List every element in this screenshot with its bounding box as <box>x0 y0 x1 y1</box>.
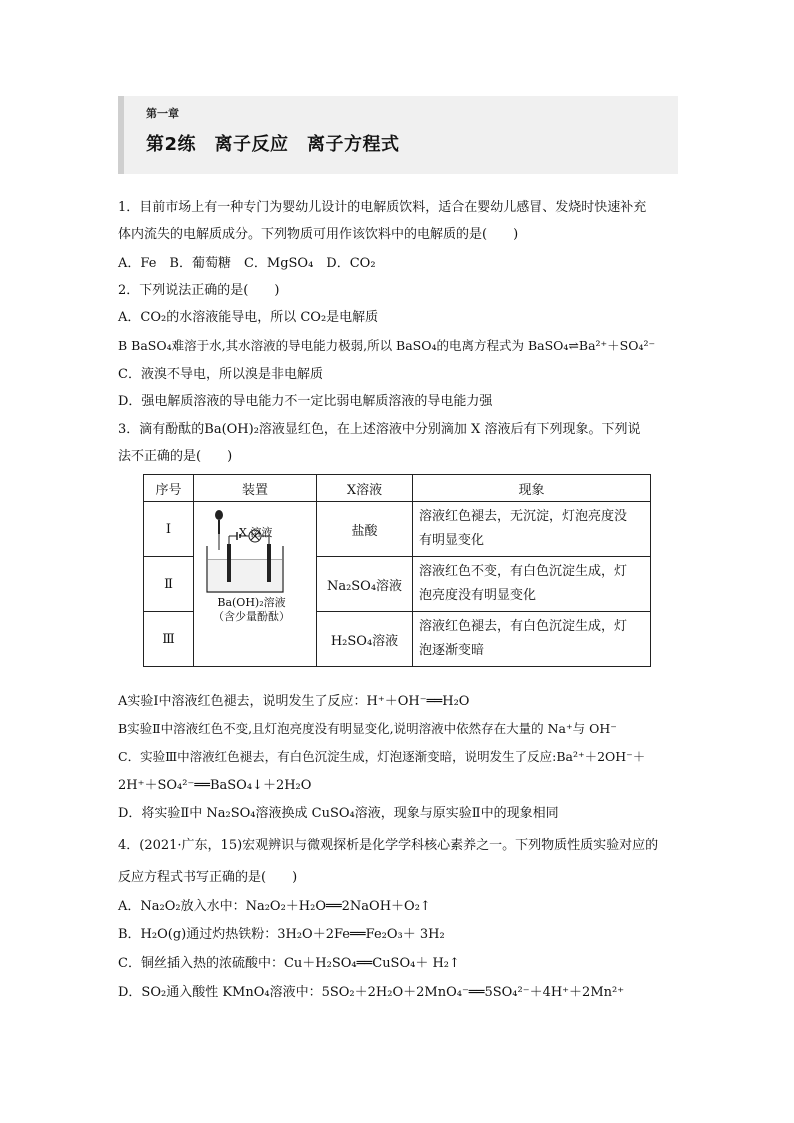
q3-option-c-line1: C．实验Ⅲ中溶液红色褪去，有白色沉淀生成，灯泡逐渐变暗，说明发生了反应:Ba²⁺＋2OH⁻＋ <box>118 749 646 764</box>
x-solution: 盐酸 <box>317 502 413 557</box>
chapter-header <box>118 96 678 174</box>
experiment-table <box>143 474 651 667</box>
q2-option-c: C．液溴不导电，所以溴是非电解质 <box>118 367 323 382</box>
q3-option-b: B实验Ⅱ中溶液红色不变,且灯泡亮度没有明显变化,说明溶液中依然存在大量的 Na⁺与 OH⁻ <box>118 721 617 736</box>
q1-stem-line1: 1．目前市场上有一种专门为婴幼儿设计的电解质饮料，适合在婴幼儿感冒、发烧时快速补充 <box>118 200 647 215</box>
table-header-row <box>144 475 651 502</box>
observation-line: 泡逐渐变暗 <box>419 643 485 658</box>
q4-option-a: A．Na₂O₂放入水中：Na₂O₂＋H₂O══2NaOH＋O₂↑ <box>118 899 431 914</box>
row-number: Ⅲ <box>144 612 194 667</box>
dropper-bulb-icon <box>215 510 223 520</box>
chapter-label: 第一章 <box>146 107 179 120</box>
observation-line: 溶液红色褪去，无沉淀，灯泡亮度没 <box>419 509 628 524</box>
table-header: 序号 <box>144 475 194 502</box>
observation-line: 溶液红色不变，有白色沉淀生成，灯 <box>419 564 628 579</box>
q2-stem: 2．下列说法正确的是( ) <box>118 283 280 298</box>
table-header: 装置 <box>194 475 317 502</box>
observation-line: 溶液红色褪去，有白色沉淀生成，灯 <box>419 619 628 634</box>
x-solution: Na₂SO₄溶液 <box>317 557 413 612</box>
apparatus-label-solution <box>213 596 290 624</box>
row-number: Ⅱ <box>144 557 194 612</box>
apparatus-label-x: X 溶液 <box>239 526 273 539</box>
q4-stem-line1: 4．(2021·广东，15)宏观辨识与微观探析是化学学科核心素养之一。下列物质性质实验对应的 <box>118 838 659 853</box>
electrode-icon <box>267 544 271 582</box>
apparatus-diagram <box>199 506 311 598</box>
q1-options: A．Fe B．葡萄糖 C．MgSO₄ D．CO₂ <box>118 256 376 271</box>
table-row <box>144 502 651 557</box>
q2-option-a: A．CO₂的水溶液能导电，所以 CO₂是电解质 <box>118 310 379 325</box>
q3-option-d: D．将实验Ⅱ中 Na₂SO₄溶液换成 CuSO₄溶液，现象与原实验Ⅱ中的现象相同 <box>118 806 559 821</box>
q3-option-a: A实验Ⅰ中溶液红色褪去，说明发生了反应：H⁺＋OH⁻══H₂O <box>118 694 470 709</box>
table-header: 现象 <box>413 475 651 502</box>
q4-option-d: D．SO₂通入酸性 KMnO₄溶液中：5SO₂＋2H₂O＋2MnO₄⁻══5SO₄²⁻＋4H⁺＋2Mn²⁺ <box>118 985 625 1000</box>
q1-stem-line2: 体内流失的电解质成分。下列物质可用作该饮料中的电解质的是( ) <box>118 227 519 242</box>
q3-stem-line1: 3．滴有酚酞的Ba(OH)₂溶液显红色，在上述溶液中分别滴加 X 溶液后有下列现象。下列说 <box>118 422 641 437</box>
solution-name: Ba(OH)₂溶液 <box>217 596 286 609</box>
q2-option-b: B BaSO₄难溶于水,其水溶液的导电能力极弱,所以 BaSO₄的电离方程式为 BaSO₄⇌Ba²⁺＋SO₄²⁻ <box>118 338 656 353</box>
q2-option-d: D．强电解质溶液的导电能力不一定比弱电解质溶液的导电能力强 <box>118 394 493 409</box>
observation-line: 有明显变化 <box>419 533 485 548</box>
q4-option-b: B．H₂O(g)通过灼热铁粉：3H₂O＋2Fe══Fe₂O₃＋ 3H₂ <box>118 927 445 942</box>
header-accent-bar <box>118 96 124 174</box>
observation-line: 泡亮度没有明显变化 <box>419 588 537 603</box>
observation-cell <box>413 502 651 557</box>
row-number: Ⅰ <box>144 502 194 557</box>
q4-option-c: C．铜丝插入热的浓硫酸中：Cu＋H₂SO₄══CuSO₄＋ H₂↑ <box>118 956 460 971</box>
table-header: X溶液 <box>317 475 413 502</box>
q3-option-c-line2: 2H⁺＋SO₄²⁻══BaSO₄↓＋2H₂O <box>118 778 312 793</box>
observation-cell <box>413 612 651 667</box>
solution-note: （含少量酚酞） <box>213 610 290 623</box>
electrode-icon <box>227 544 231 582</box>
observation-cell <box>413 557 651 612</box>
q3-stem-line2: 法不正确的是( ) <box>118 449 233 464</box>
apparatus-cell <box>194 502 317 667</box>
page-title: 第2练 离子反应 离子方程式 <box>146 134 400 155</box>
q4-stem-line2: 反应方程式书写正确的是( ) <box>118 870 298 885</box>
x-solution: H₂SO₄溶液 <box>317 612 413 667</box>
